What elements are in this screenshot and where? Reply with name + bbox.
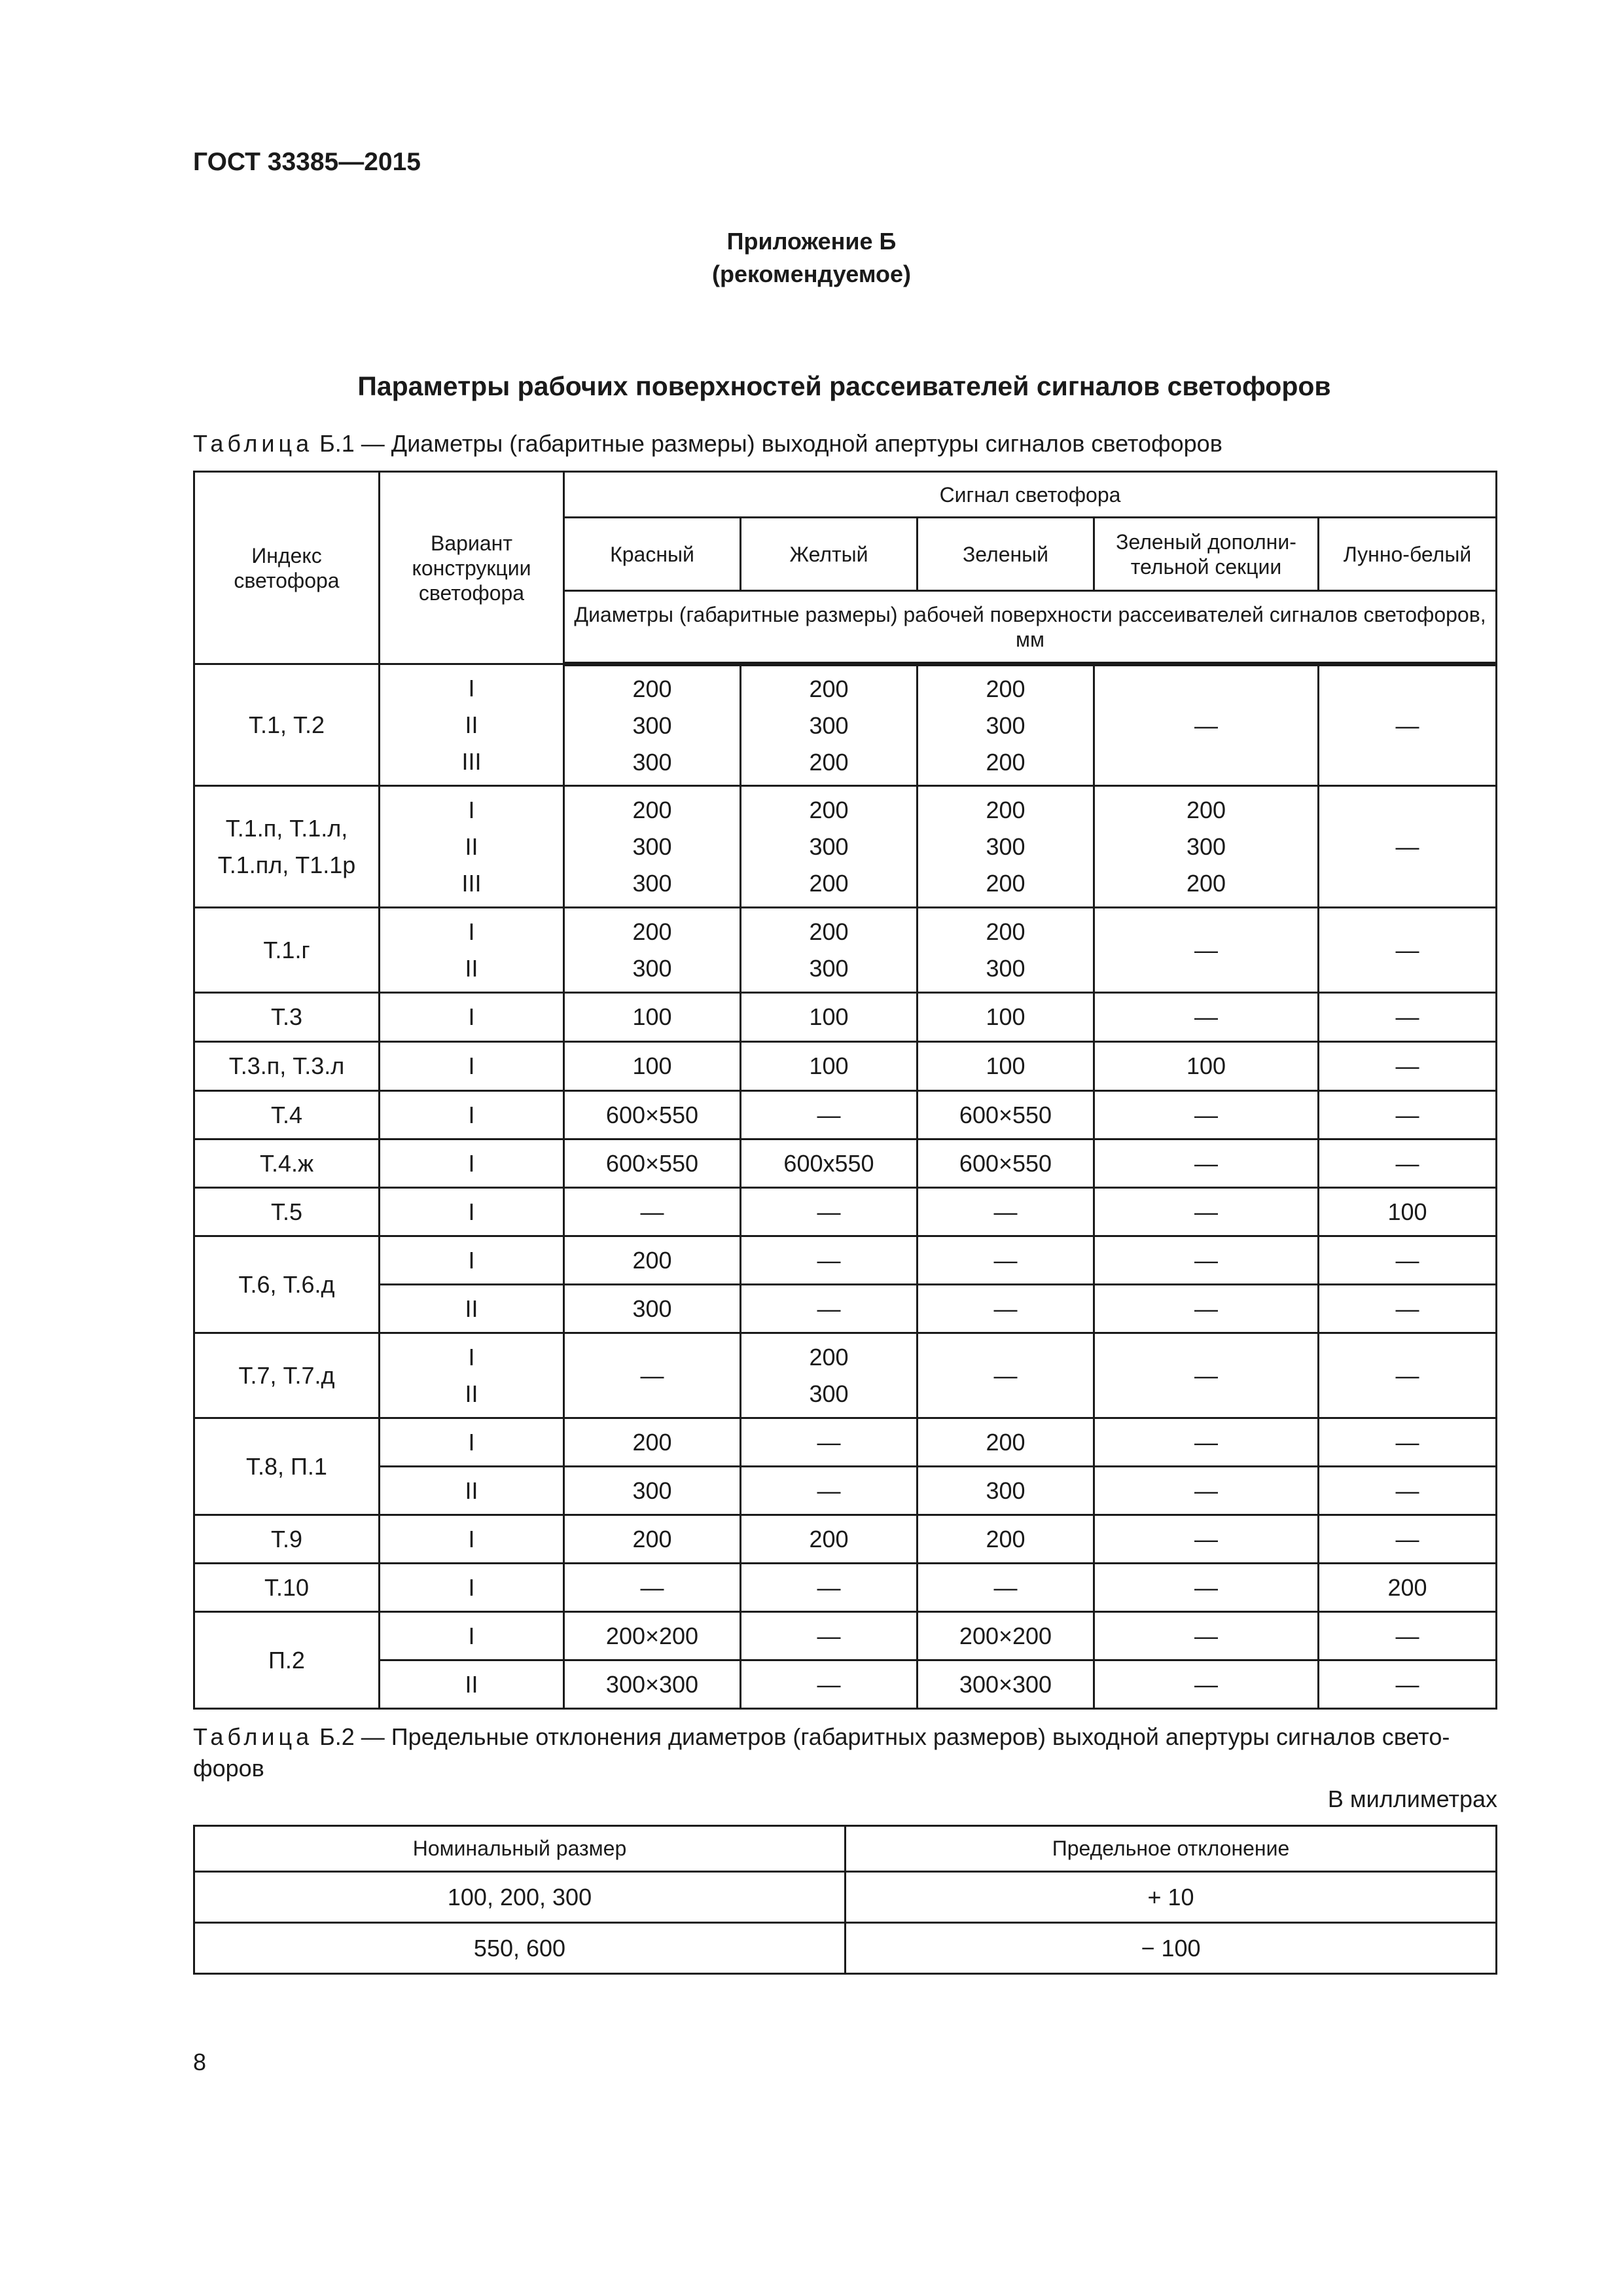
header-deviation: Предельное отклонение [846,1826,1497,1872]
appendix-title: Приложение Б [726,228,897,255]
table-row [194,1188,1497,1236]
table-cell: — [1319,1285,1497,1333]
table-cell: 200 300 200 [918,786,1094,908]
table-cell: — [741,1236,918,1285]
table-cell: 200×200 [564,1612,741,1660]
table-cell: I [380,1091,564,1139]
table-cell: — [1319,993,1497,1042]
table-cell: — [1094,993,1319,1042]
table-cell: 200 300 300 [564,664,741,786]
header-lunar-white: Лунно-белый [1319,518,1497,591]
table-cell: — [1319,1333,1497,1418]
table-cell: — [1094,1612,1319,1660]
table-cell: 100 [1319,1188,1497,1236]
table-cell: 200 [564,1236,741,1285]
table-cell: II [380,1285,564,1333]
header-nominal: Номинальный размер [194,1826,846,1872]
table1-caption-label: Таблица [193,430,313,457]
table-row [194,1236,1497,1285]
table2-body [194,1826,1497,1974]
table-cell: — [1094,1418,1319,1467]
table-cell: 200 300 200 [1094,786,1319,908]
table-cell: 600×550 [564,1091,741,1139]
table-cell: 200 [564,1418,741,1467]
table-cell: — [1319,1515,1497,1564]
table-row [194,1467,1497,1515]
table-cell: 200 300 200 [918,664,1094,786]
header-green: Зеленый [918,518,1094,591]
table-row [194,1042,1497,1091]
table-cell: 200 300 [918,908,1094,993]
table2-caption [193,1721,1502,1784]
page-number: 8 [193,2049,207,2075]
table-cell: I II [380,1333,564,1418]
table-cell: — [1094,1236,1319,1285]
table-cell: II [380,1660,564,1709]
table-cell: — [741,1285,918,1333]
table-cell: Т.5 [194,1188,380,1236]
table-row [194,1564,1497,1612]
table-cell: 200 300 200 [741,664,918,786]
table-cell: 200 [741,1515,918,1564]
table-cell: — [1094,1660,1319,1709]
deviation-table [193,1825,1497,1975]
header-yellow: Желтый [741,518,918,591]
table-cell: — [564,1188,741,1236]
table-cell: 100 [741,993,918,1042]
table-cell: — [1094,1515,1319,1564]
table-cell: 300 [918,1467,1094,1515]
table-cell: П.2 [194,1612,380,1709]
table-cell: — [741,1564,918,1612]
table2-units: В миллиметрах [1327,1785,1497,1812]
table-cell: Т.9 [194,1515,380,1564]
table-cell: — [1319,664,1497,786]
table-cell: — [564,1564,741,1612]
table-cell: — [1094,1333,1319,1418]
table-cell: 200 300 300 [564,786,741,908]
table-cell: Т.1.п, Т.1.л, Т.1.пл, Т1.1р [194,786,380,908]
table-cell: I [380,1042,564,1091]
table-row [194,1418,1497,1467]
table-cell: 200 300 [741,1333,918,1418]
table1-caption-text: Б.1 — Диаметры (габаритные размеры) выходной апертуры сигналов светофоров [313,430,1222,457]
table-cell: I II [380,908,564,993]
table-cell: 100, 200, 300 [194,1872,846,1923]
table-cell: — [1094,664,1319,786]
table-row [194,786,1497,908]
table-cell: — [1319,1467,1497,1515]
header-variant: Вариант конструкции светофора [380,472,564,664]
table-cell: Т.3.п, Т.3.л [194,1042,380,1091]
table-cell: 550, 600 [194,1923,846,1974]
table-cell: I [380,1139,564,1188]
table-cell: — [741,1091,918,1139]
table-row [194,1091,1497,1139]
appendix-note: (рекомендуемое) [712,260,911,287]
table-cell: Т.3 [194,993,380,1042]
table-cell: Т.7, Т.7.д [194,1333,380,1418]
table-cell: II [380,1467,564,1515]
table-cell: 200 [1319,1564,1497,1612]
table-cell: Т.4 [194,1091,380,1139]
table-cell: 300 [564,1285,741,1333]
table-cell: Т.4.ж [194,1139,380,1188]
table-cell: — [918,1564,1094,1612]
table-cell: I II III [380,664,564,786]
table-cell: — [1319,1042,1497,1091]
table-cell: I [380,993,564,1042]
section-title: Параметры рабочих поверхностей рассеивателей сигналов светофоров [357,371,1331,401]
table-cell: Т.10 [194,1564,380,1612]
table-row [194,1285,1497,1333]
table2-caption-text: Б.2 — Предельные отклонения диаметров (габаритных размеров) выходной апертуры сигналов свето-форов [193,1723,1450,1782]
table-cell: — [1094,1091,1319,1139]
table-cell: — [564,1333,741,1418]
table-cell: — [1094,1285,1319,1333]
table-cell: — [1094,908,1319,993]
table-cell: — [1319,786,1497,908]
table-cell: Т.8, П.1 [194,1418,380,1515]
table-cell: 300×300 [564,1660,741,1709]
table-cell: I [380,1236,564,1285]
table1-body [194,472,1497,1709]
table-cell: I [380,1515,564,1564]
table-cell: 200 300 200 [741,786,918,908]
table2-caption-label: Таблица [193,1723,313,1750]
table-cell: — [918,1236,1094,1285]
table-cell: 600×550 [564,1139,741,1188]
table-cell: — [1319,1612,1497,1660]
table-cell: — [1319,1091,1497,1139]
table-cell: 200 [918,1418,1094,1467]
header-dimensions: Диаметры (габаритные размеры) рабочей поверхности рассеивателей сигналов светофоров, мм [564,591,1497,664]
appendix-heading [0,225,1623,291]
table-cell: — [1319,1236,1497,1285]
table-cell: 200 [918,1515,1094,1564]
header-signal: Сигнал светофора [564,472,1497,518]
table-cell: 200 [564,1515,741,1564]
table-cell: 100 [918,993,1094,1042]
table-cell: 300×300 [918,1660,1094,1709]
table-row [194,1139,1497,1188]
table-cell: — [1094,1564,1319,1612]
table-cell: — [918,1285,1094,1333]
table-cell: — [741,1467,918,1515]
table-cell: 200 300 [564,908,741,993]
table-cell: 100 [918,1042,1094,1091]
table-cell: 100 [564,993,741,1042]
table-cell: I II III [380,786,564,908]
table-cell: 200 300 [741,908,918,993]
header-green-extra: Зеленый дополни-тельной секции [1094,518,1319,591]
table-cell: Т.1, Т.2 [194,664,380,786]
table-row [194,1923,1497,1974]
header-red: Красный [564,518,741,591]
table-cell: I [380,1188,564,1236]
table-cell: + 10 [846,1872,1497,1923]
table-cell: 100 [741,1042,918,1091]
table-cell: — [741,1418,918,1467]
table-cell: — [741,1188,918,1236]
signal-dimensions-table [193,471,1497,1710]
table-cell: — [918,1188,1094,1236]
table-cell: 100 [1094,1042,1319,1091]
table-cell: — [1094,1139,1319,1188]
table-row [194,908,1497,993]
table-row [194,664,1497,786]
table-cell: — [1319,1418,1497,1467]
table-row [194,1660,1497,1709]
document-id: ГОСТ 33385—2015 [193,148,421,176]
table-cell: Т.6, Т.6.д [194,1236,380,1333]
table-row [194,1515,1497,1564]
table-cell: — [1319,908,1497,993]
table-cell: 200×200 [918,1612,1094,1660]
table-cell: 600×550 [918,1091,1094,1139]
table-cell: 100 [564,1042,741,1091]
table-cell: 600x550 [741,1139,918,1188]
table-cell: 600×550 [918,1139,1094,1188]
table-row [194,1872,1497,1923]
table-row [194,993,1497,1042]
table-cell: − 100 [846,1923,1497,1974]
table-cell: — [1094,1188,1319,1236]
table-cell: — [741,1660,918,1709]
table-cell: — [1094,1467,1319,1515]
table-row [194,1612,1497,1660]
table-cell: — [1319,1139,1497,1188]
table-cell: — [741,1612,918,1660]
header-index: Индекс светофора [194,472,380,664]
table-cell: — [918,1333,1094,1418]
table-cell: I [380,1564,564,1612]
table-cell: Т.1.г [194,908,380,993]
table-cell: — [1319,1660,1497,1709]
table-cell: 300 [564,1467,741,1515]
table-cell: I [380,1418,564,1467]
table-cell: I [380,1612,564,1660]
table1-caption [193,428,1222,459]
table-row [194,1333,1497,1418]
